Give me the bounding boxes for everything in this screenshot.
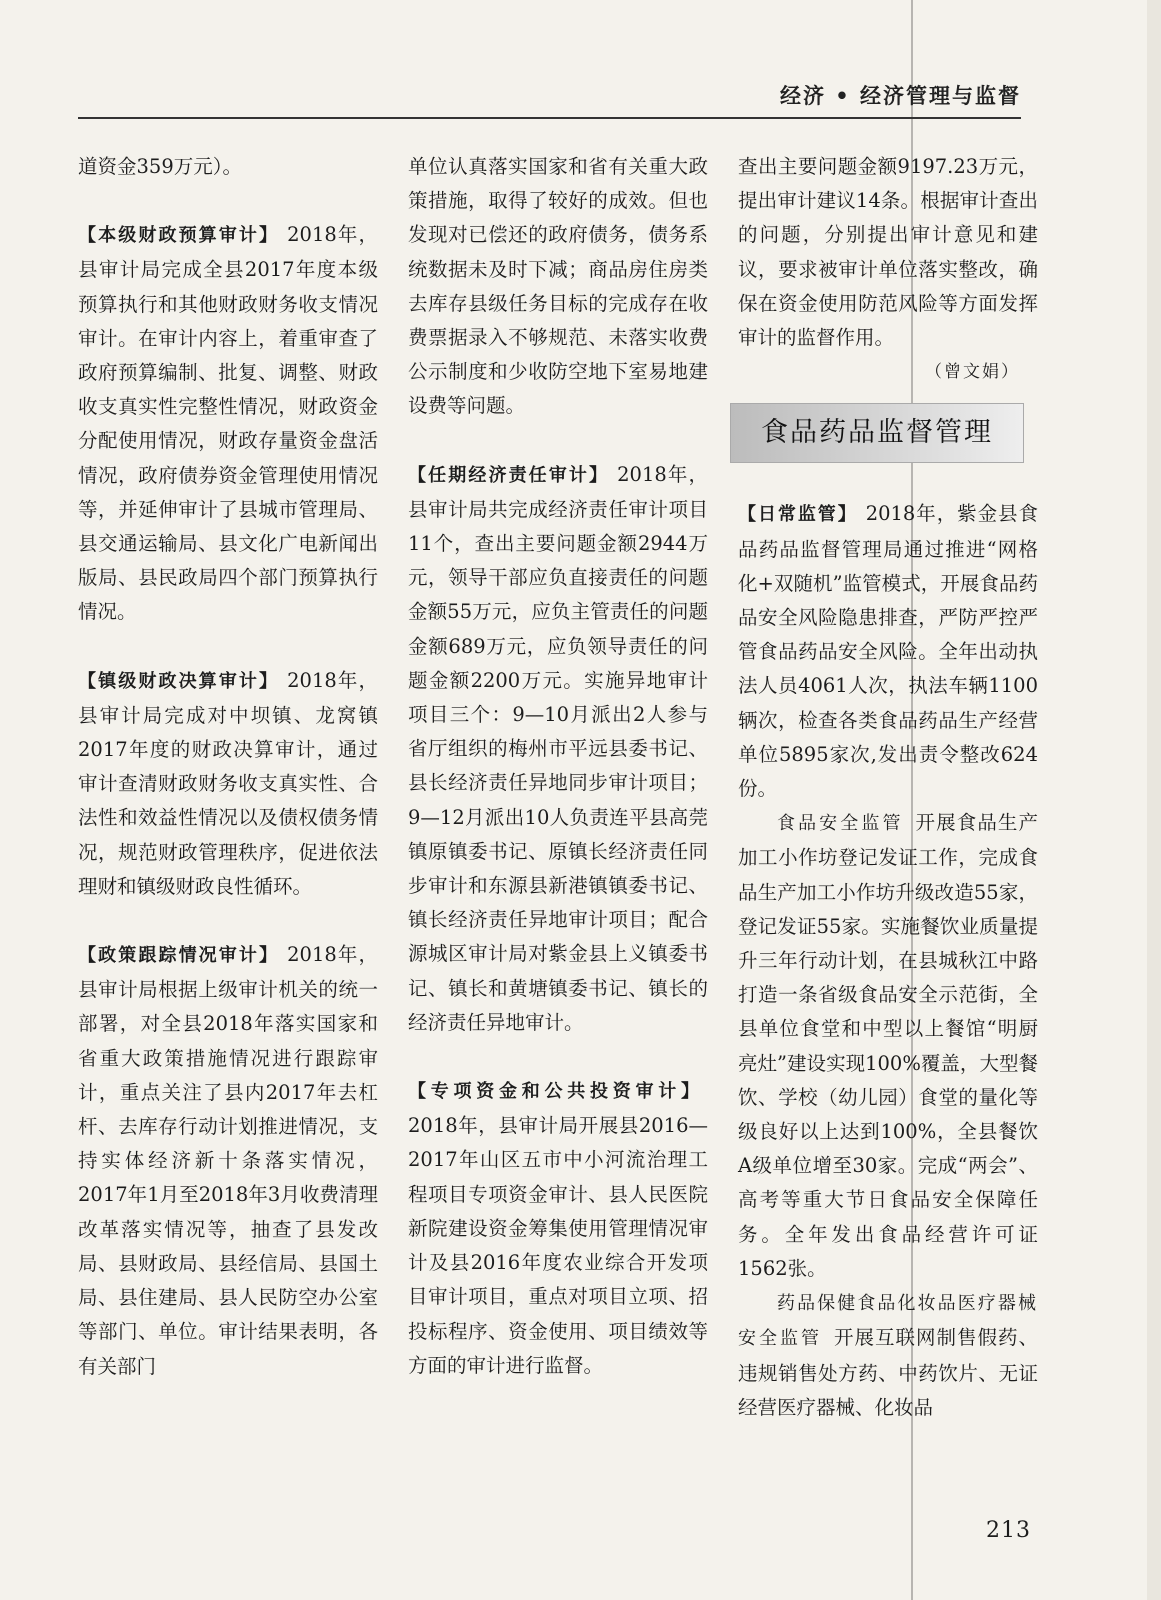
author-credit: （曾文娟）	[925, 362, 1020, 383]
subsection-heading: 药品保健食品化妆品医疗器械安全监管	[738, 1293, 1038, 1350]
paragraph	[408, 458, 708, 1040]
paragraph	[738, 806, 1038, 1286]
section-title-banner: 食品药品监督管理	[730, 403, 1024, 463]
paragraph-body: 2018年，县审计局完成对中坝镇、龙窝镇2017年度的财政决算审计，通过审计查清财政财务收支真实性、合法性和效益性情况以及债权债务情况，规范财政管理秩序，促进依法理财和镇级财政良性循环。	[78, 668, 378, 898]
section-heading: 【任期经济责任审计】	[408, 464, 610, 486]
paragraph: 查出主要问题金额9197.23万元，提出审计建议14条。根据审计查出的问题，分别提出审计意见和建议，要求被审计单位落实整改，确保在资金使用防范风险等方面发挥审计的监督作用。	[738, 155, 1038, 350]
section-heading: 【镇级财政决算审计】	[78, 670, 280, 692]
page-number: 213	[986, 1518, 1031, 1543]
paragraph: 道资金359万元）。	[78, 155, 242, 178]
paragraph-body: 2018年，县审计局共完成经济责任审计项目11个，查出主要问题金额2944万元，领导干部应负直接责任的问题金额55万元，应负主管责任的问题金额689万元，应负领导责任的问题金额2200万元。实施异地审计项目三个：9—10月派出2人参与省厅组织的梅州市平远县委书记、县长经济责任异地同步审计项目；9—12月派出10人负责连平县高莞镇原镇委书记、原镇长经济责任同步审计和东源县新港镇镇委书记、镇长经济责任异地审计项目；配合源城区审计局对紫金县上义镇委书记、镇长和黄塘镇委书记、镇长的经济责任异地审计。	[408, 462, 708, 1034]
paragraph	[78, 938, 378, 1384]
section-heading: 【本级财政预算审计】	[78, 225, 280, 247]
paragraph	[738, 497, 1038, 806]
paragraph-body: 2018年，紫金县食品药品监督管理局通过推进“网格化+双随机”监管模式，开展食品药品安全风险隐患排查，严防严控严管食品药品安全风险。全年出动执法人员4061人次，执法车辆1100辆次，检查各类食品药品生产经营单位5895家次,发出责令整改624份。	[738, 502, 1038, 801]
header-rule	[78, 117, 1021, 119]
paragraph	[738, 1286, 1038, 1425]
paragraph-body: 开展食品生产加工小作坊登记发证工作，完成食品生产加工小作坊升级改造55家，登记发证55家。实施餐饮业质量提升三年行动计划，在县城秋江中路打造一条省级食品安全示范街，全县单位食堂和中型以上餐馆“明厨亮灶”建设实现100%覆盖，大型餐饮、学校（幼儿园）食堂的量化等级良好以上达到100%，全县餐饮A级单位增至30家。完成“两会”、高考等重大节日食品安全保障任务。全年发出食品经营许可证1562张。	[738, 811, 1038, 1280]
section-heading: 【政策跟踪情况审计】	[78, 945, 280, 967]
running-header: 经济 • 经济管理与监督	[779, 84, 1021, 108]
paragraph	[78, 218, 378, 629]
section-heading: 【专项资金和公共投资审计】	[408, 1081, 700, 1103]
paragraph-body: 2018年，县审计局完成全县2017年度本级预算执行和其他财政财务收支情况审计。在审计内容上，着重审查了政府预算编制、批复、调整、财政收支真实性完整性情况，财政资金分配使用情况，财政存量资金盘活情况，政府债券资金管理使用情况等，并延伸审计了县城市管理局、县交通运输局、县文化广电新闻出版局、县民政局四个部门预算执行情况。	[78, 223, 378, 624]
page-edge	[1147, 0, 1161, 1600]
column-3	[738, 150, 1038, 1425]
column-2	[408, 150, 708, 1383]
paragraph	[408, 1074, 708, 1383]
subsection-heading: 食品安全监管	[777, 813, 904, 835]
paragraph-body: 开展互联网制售假药、违规销售处方药、中药饮片、无证经营医疗器械、化妆品	[738, 1326, 1038, 1419]
section-heading: 【日常监管】	[738, 504, 858, 526]
paragraph-body: 2018年，县审计局开展县2016—2017年山区五市中小河流治理工程项目专项资金审计、县人民医院新院建设资金筹集使用管理情况审计及县2016年度农业综合开发项目审计项目，重点对项目立项、招投标程序、资金使用、项目绩效等方面的审计进行监督。	[408, 1114, 708, 1377]
paragraph-body: 2018年，县审计局根据上级审计机关的统一部署，对全县2018年落实国家和省重大政策措施情况进行跟踪审计，重点关注了县内2017年去杠杆、去库存行动计划推进情况，支持实体经济新十条落实情况，2017年1月至2018年3月收费清理改革落实情况等，抽查了县发改局、县财政局、县经信局、县国土局、县住建局、县人民防空办公室等部门、单位。审计结果表明，各有关部门	[78, 943, 378, 1378]
paragraph: 单位认真落实国家和省有关重大政策措施，取得了较好的成效。但也发现对已偿还的政府债务，债务系统数据未及时下减；商品房住房类去库存县级任务目标的完成存在收费票据录入不够规范、未落实收费公示制度和少收防空地下室易地建设费等问题。	[408, 155, 708, 418]
column-1	[78, 150, 378, 1384]
paragraph	[78, 664, 378, 904]
